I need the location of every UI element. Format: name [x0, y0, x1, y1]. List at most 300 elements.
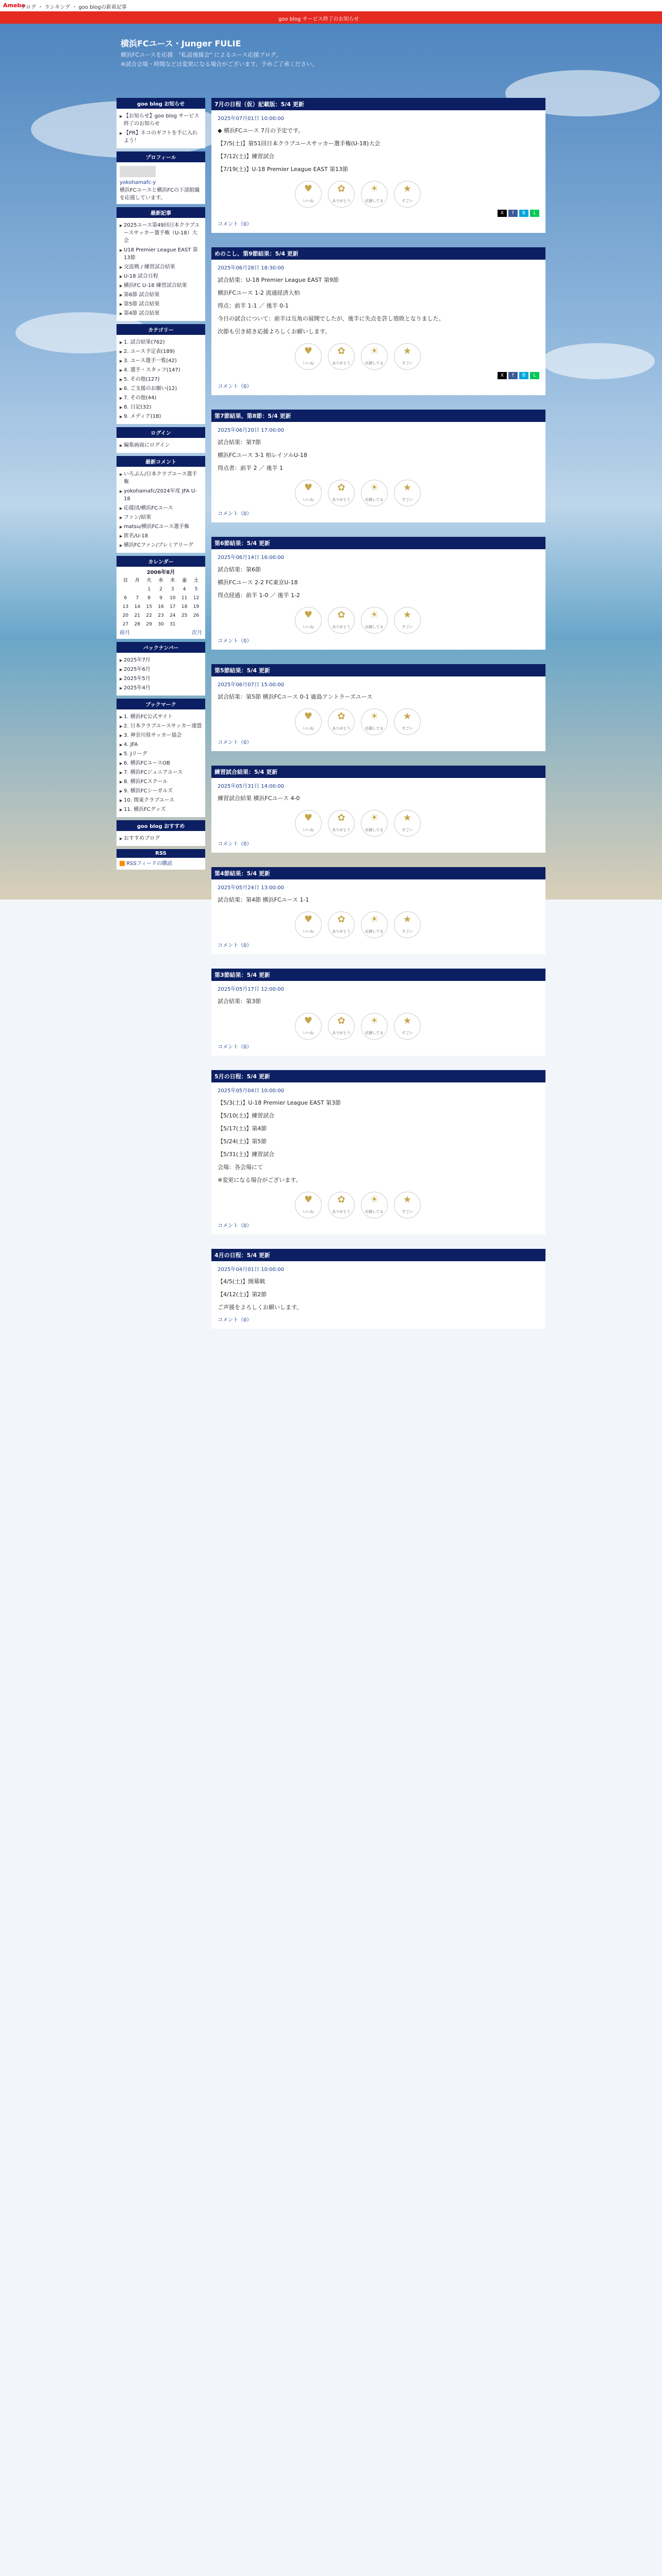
star-icon: ★	[403, 812, 412, 823]
reaction-cheer-button[interactable]	[361, 1013, 388, 1040]
reaction-great-button[interactable]	[394, 1013, 421, 1040]
cheer-icon: ☀	[370, 346, 379, 357]
entry-paragraph: ※変更になる場合がございます。	[218, 1177, 302, 1183]
bookmark-item[interactable]: ▶ 1. 横浜FC公式サイト	[120, 713, 202, 721]
reaction-great-button[interactable]	[394, 343, 421, 370]
calendar-day: 11	[181, 596, 188, 601]
entry	[211, 766, 545, 853]
entry	[211, 410, 545, 522]
reaction-thanks-button[interactable]	[328, 1013, 355, 1040]
thanks-icon: ✿	[337, 346, 345, 357]
share-line-button[interactable]: L	[530, 210, 539, 217]
reaction-label: すごい	[402, 929, 413, 934]
entry-paragraph: 【7/5(土)】第51回日本クラブユースサッカー選手権(U-18)大会	[218, 140, 380, 147]
backnumber-box	[117, 642, 205, 696]
entry-paragraph: 試合結果：第7節	[218, 439, 261, 446]
calendar-day: 28	[134, 622, 140, 627]
bookmark-item[interactable]: ▶ 11. 横浜FCグッズ	[120, 806, 202, 814]
ameba-logo[interactable]: Ameba	[3, 2, 25, 9]
calendar-day	[178, 620, 190, 629]
comment-box	[117, 456, 205, 553]
entry-paragraph: 練習試合結果 横浜FCユース 4-0	[218, 795, 300, 802]
cheer-icon: ☀	[370, 609, 379, 620]
reaction-like-button[interactable]	[295, 343, 322, 370]
category-head: カテゴリー	[117, 324, 205, 335]
star-icon: ★	[403, 1015, 412, 1026]
reaction-cheer-button[interactable]	[361, 1192, 388, 1218]
goo-recommend-item[interactable]: ▶ おすすめブログ	[120, 835, 202, 842]
entry-paragraph: 横浜FCユース 1-2 流通経済大柏	[218, 290, 300, 296]
entry	[211, 969, 545, 1056]
cloud	[541, 343, 655, 379]
heart-icon: ♥	[304, 914, 313, 925]
entry-date: 2025年06月14日 16:00:00	[218, 555, 284, 561]
recent-box	[117, 207, 205, 321]
calendar-day: 9	[159, 596, 162, 601]
reaction-label: いいね	[303, 498, 314, 502]
profile-box	[117, 151, 205, 204]
reaction-thanks-button[interactable]	[328, 607, 355, 634]
reaction-great-button[interactable]	[394, 911, 421, 938]
notice-bar[interactable]	[0, 11, 662, 24]
thanks-icon: ✿	[337, 1015, 345, 1026]
thanks-icon: ✿	[337, 711, 345, 722]
entry-paragraph: 【5/17(土)】第4節	[218, 1125, 267, 1132]
comment-link[interactable]: コメント（0）	[218, 1317, 252, 1323]
calendar-day: 20	[122, 613, 129, 618]
calendar-day: 21	[134, 613, 140, 618]
site-title[interactable]: 横浜FCユース・Junger FULIE	[121, 39, 241, 48]
cheer-icon: ☀	[370, 812, 379, 823]
category-box	[117, 324, 205, 424]
reaction-thanks-button[interactable]	[328, 810, 355, 837]
heart-icon: ♥	[304, 609, 313, 620]
entry-paragraph: 【4/5(土)】開幕戦	[218, 1278, 266, 1285]
comment-link[interactable]: コメント（0）	[218, 384, 252, 389]
reaction-like-button[interactable]	[295, 708, 322, 735]
calendar-day: 7	[136, 596, 139, 601]
goo-notice-item[interactable]: ▶ 【PR】ネコのギフトを手に入れよう！	[120, 129, 202, 145]
reaction-bar	[295, 810, 539, 837]
entry-title[interactable]: 第5節結果：5/4 更新	[211, 664, 545, 676]
entry-title[interactable]: 第7節結果、第8節：5/4 更新	[211, 410, 545, 422]
comment-item[interactable]: ▶ 応援団/横浜FCユース	[120, 504, 202, 512]
top-links[interactable]: ブログ ・ ランキング ・ goo blogの新着記事	[21, 5, 127, 10]
reaction-thanks-button[interactable]	[328, 480, 355, 506]
reaction-label: すごい	[402, 625, 413, 629]
category-item[interactable]: ▶ 8. 日記(32)	[120, 403, 202, 411]
recent-item[interactable]: ▶ 第6節 試合結果	[120, 291, 202, 299]
reaction-label: ありがとう	[332, 1031, 351, 1035]
entry-paragraph: 会場：各会場にて	[218, 1164, 263, 1171]
calendar-day: 16	[158, 604, 164, 609]
entry-paragraph: 【5/3(土)】U-18 Premier League EAST 第3節	[218, 1099, 341, 1106]
bookmark-item[interactable]: ▶ 9. 横浜FCシーガルズ	[120, 787, 202, 795]
comment-item[interactable]: ▶ いろぶん/日本クラブユース選手権	[120, 470, 202, 486]
backnumber-item[interactable]: ▶ 2025年4月	[120, 684, 202, 692]
share-hatena-button[interactable]: B	[519, 372, 528, 379]
comment-item[interactable]: ▶ yokohamafc/2024年度 JFA U-18	[120, 487, 202, 503]
backnumber-item[interactable]: ▶ 2025年7月	[120, 656, 202, 664]
reaction-label: いいね	[303, 828, 314, 832]
star-icon: ★	[403, 711, 412, 722]
reaction-bar	[295, 1013, 539, 1040]
reaction-great-button[interactable]	[394, 607, 421, 634]
entry-paragraph: 得点経過：前半 1-0 ／ 後半 1-2	[218, 592, 300, 599]
reaction-cheer-button[interactable]	[361, 911, 388, 938]
calendar-day: 14	[134, 604, 140, 609]
site-description-line: ※試合会場・時間などは変更になる場合がございます。予めご了承ください。	[121, 61, 318, 67]
calendar-day: 26	[193, 613, 200, 618]
profile-text: 横浜FCユースと横浜FCの下部組織を応援しています。	[120, 188, 200, 201]
calendar-day: 3	[171, 587, 174, 592]
calendar-day: 15	[146, 604, 152, 609]
entry-date: 2025年05月17日 12:00:00	[218, 987, 284, 992]
share-x-button[interactable]: X	[498, 210, 507, 217]
cheer-icon: ☀	[370, 711, 379, 722]
bookmark-item[interactable]: ▶ 4. JFA	[120, 741, 202, 749]
bookmark-box	[117, 699, 205, 817]
comment-link[interactable]: コメント（0）	[218, 841, 252, 847]
calendar-day	[131, 585, 143, 594]
heart-icon: ♥	[304, 183, 313, 194]
backnumber-item[interactable]: ▶ 2025年6月	[120, 666, 202, 673]
reaction-great-button[interactable]	[394, 708, 421, 735]
comment-item[interactable]: ▶ 匿名/U-18	[120, 532, 202, 540]
entry-title[interactable]: 7月の日程（仮）記載版：5/4 更新	[211, 98, 545, 110]
cheer-icon: ☀	[370, 183, 379, 194]
main-content	[211, 98, 545, 1343]
entry-title[interactable]: 第6節結果：5/4 更新	[211, 537, 545, 549]
bookmark-item[interactable]: ▶ 2. 日本クラブユースサッカー連盟	[120, 722, 202, 730]
login-head: ログイン	[117, 427, 205, 438]
thanks-icon: ✿	[337, 914, 345, 925]
reaction-like-button[interactable]	[295, 480, 322, 506]
comment-link[interactable]: コメント（0）	[218, 511, 252, 517]
share-facebook-button[interactable]: f	[508, 210, 518, 217]
reaction-great-button[interactable]	[394, 181, 421, 208]
reaction-label: いいね	[303, 625, 314, 629]
calendar-day: 29	[146, 622, 152, 627]
calendar-weekday: 火	[146, 578, 152, 583]
entry	[211, 247, 545, 395]
star-icon: ★	[403, 482, 412, 493]
calendar-prev-link[interactable]: 前月	[120, 630, 130, 636]
reaction-thanks-button[interactable]	[328, 911, 355, 938]
login-box	[117, 427, 205, 453]
entry-paragraph: 【5/24(土)】第5節	[218, 1138, 267, 1145]
calendar-day: 24	[170, 613, 176, 618]
heart-icon: ♥	[304, 812, 313, 823]
reaction-bar	[295, 181, 539, 208]
bookmark-item[interactable]: ▶ 8. 横浜FCスクール	[120, 778, 202, 786]
star-icon: ★	[403, 346, 412, 357]
calendar-day: 23	[158, 613, 164, 618]
reaction-label: 応援してる	[365, 199, 384, 203]
entry-paragraph: 得点：前半 1-1 ／ 後半 0-1	[218, 302, 289, 309]
goo-recommend-head: goo blog おすすめ	[117, 820, 205, 831]
calendar-day: 25	[181, 613, 188, 618]
reaction-cheer-button[interactable]	[361, 708, 388, 735]
comment-link[interactable]: コメント（0）	[218, 1044, 252, 1050]
calendar-weekday: 月	[135, 578, 140, 583]
reaction-bar	[295, 607, 539, 634]
reaction-cheer-button[interactable]	[361, 343, 388, 370]
category-item[interactable]: ▶ 2. ユース予定表(189)	[120, 348, 202, 355]
calendar-next-link[interactable]: 次月	[192, 630, 202, 636]
entry-paragraph: 【7/19(土)】U-18 Premier League EAST 第13節	[218, 166, 349, 173]
reaction-label: ありがとう	[332, 1210, 351, 1214]
recent-head: 最新記事	[117, 207, 205, 218]
reaction-thanks-button[interactable]	[328, 181, 355, 208]
category-item[interactable]: ▶ 1. 試合結果(762)	[120, 338, 202, 346]
entry-date: 2025年06月28日 18:30:00	[218, 265, 284, 271]
entry	[211, 867, 545, 954]
recent-item[interactable]: ▶ 横浜FC U-18 練習試合結果	[120, 282, 202, 290]
reaction-label: すごい	[402, 828, 413, 832]
reaction-label: 応援してる	[365, 625, 384, 629]
comment-link[interactable]: コメント（0）	[218, 943, 252, 948]
calendar-day: 8	[147, 596, 151, 601]
calendar-day: 18	[181, 604, 188, 609]
reaction-label: いいね	[303, 361, 314, 365]
goo-recommend-box	[117, 820, 205, 846]
share-bar	[218, 372, 539, 379]
calendar-day: 4	[183, 587, 186, 592]
bookmark-item[interactable]: ▶ 7. 横浜FCジュニアユース	[120, 769, 202, 776]
rss-link[interactable]: RSSフィードの購読	[126, 861, 173, 867]
calendar-weekday: 水	[158, 578, 163, 583]
reaction-label: いいね	[303, 726, 314, 731]
comment-item[interactable]: ▶ 横浜FCファン/プレミアリーグ	[120, 541, 202, 549]
profile-head: プロフィール	[117, 151, 205, 162]
site-description-line: 横浜FCユースを応援 "私設後援会" によるユース応援ブログ。	[121, 52, 282, 58]
bookmark-item[interactable]: ▶ 10. 関東クラブユース	[120, 796, 202, 804]
entry-date: 2025年04月01日 10:00:00	[218, 1267, 284, 1273]
category-item[interactable]: ▶ 9. メディア(18)	[120, 413, 202, 420]
entry-paragraph: 【5/31(土)】練習試合	[218, 1151, 275, 1158]
entry	[211, 1070, 545, 1234]
entry-title[interactable]: 練習試合結果：5/4 更新	[211, 766, 545, 778]
calendar-day: 31	[170, 622, 176, 627]
reaction-thanks-button[interactable]	[328, 708, 355, 735]
recent-item[interactable]: ▶ 2025ユース第49回日本クラブユースサッカー選手権（U-18）大会	[120, 222, 202, 245]
goo-notice-box	[117, 98, 205, 148]
entry-paragraph: 試合結果：第5節 横浜FCユース 0-1 鹿島アントラーズユース	[218, 693, 373, 700]
reaction-label: ありがとう	[332, 726, 351, 731]
star-icon: ★	[403, 609, 412, 620]
goo-notice-item[interactable]: ▶ 【お知らせ】goo blog サービス終了のお知らせ	[120, 112, 202, 128]
reaction-great-button[interactable]	[394, 1192, 421, 1218]
star-icon: ★	[403, 914, 412, 925]
reaction-label: 応援してる	[365, 498, 384, 502]
thanks-icon: ✿	[337, 482, 345, 493]
recent-item[interactable]: ▶ U18 Premier League EAST 第13節	[120, 246, 202, 262]
reaction-label: すごい	[402, 361, 413, 365]
share-line-button[interactable]: L	[530, 372, 539, 379]
entry	[211, 664, 545, 751]
entry-date: 2025年05月24日 13:00:00	[218, 885, 284, 891]
entry	[211, 1249, 545, 1329]
backnumber-head: バックナンバー	[117, 642, 205, 653]
reaction-bar	[295, 1192, 539, 1218]
reaction-cheer-button[interactable]	[361, 810, 388, 837]
reaction-like-button[interactable]	[295, 607, 322, 634]
recent-item[interactable]: ▶ U-18 試合日程	[120, 273, 202, 280]
reaction-label: 応援してる	[365, 361, 384, 365]
calendar-box	[117, 556, 205, 639]
entry-paragraph: 【5/10(土)】練習試合	[218, 1112, 275, 1119]
reaction-label: ありがとう	[332, 199, 351, 203]
calendar-day: 5	[194, 587, 198, 592]
calendar-weekday: 土	[194, 578, 199, 583]
calendar-weekday: 木	[170, 578, 175, 583]
calendar-day	[190, 620, 202, 629]
entry-paragraph: 試合結果：U-18 Premier League EAST 第9節	[218, 277, 339, 283]
category-item[interactable]: ▶ 4. 選手・スタッフ(147)	[120, 366, 202, 374]
reaction-label: ありがとう	[332, 361, 351, 365]
star-icon: ★	[403, 1194, 412, 1205]
entry-paragraph: 横浜FCユース 2-2 FC東京U-18	[218, 579, 298, 586]
thanks-icon: ✿	[337, 183, 345, 194]
heart-icon: ♥	[304, 1194, 313, 1205]
reaction-like-button[interactable]	[295, 810, 322, 837]
bookmark-item[interactable]: ▶ 3. 神奈川県サッカー協会	[120, 732, 202, 739]
comment-link[interactable]: コメント（0）	[218, 1223, 252, 1229]
calendar-day: 12	[193, 596, 200, 601]
category-item[interactable]: ▶ 6. ご支援のお願い(12)	[120, 385, 202, 393]
rss-box	[117, 849, 205, 870]
calendar-day: 2	[159, 587, 162, 592]
reaction-thanks-button[interactable]	[328, 343, 355, 370]
reaction-cheer-button[interactable]	[361, 181, 388, 208]
share-facebook-button[interactable]: f	[508, 372, 518, 379]
site-header	[117, 31, 544, 77]
entry-paragraph: 試合結果：第6節	[218, 566, 261, 573]
entry-date: 2025年07月01日 10:00:00	[218, 116, 284, 122]
calendar-day: 6	[124, 596, 127, 601]
star-icon: ★	[403, 183, 412, 194]
reaction-great-button[interactable]	[394, 480, 421, 506]
reaction-label: すごい	[402, 726, 413, 731]
cheer-icon: ☀	[370, 1015, 379, 1026]
entry	[211, 537, 545, 650]
reaction-label: いいね	[303, 199, 314, 203]
rss-icon[interactable]	[120, 861, 125, 866]
entry-title[interactable]: 5月の日程：5/4 更新	[211, 1070, 545, 1082]
entry-paragraph: 【7/12(土)】練習試合	[218, 153, 275, 160]
category-item[interactable]: ▶ 5. その他(127)	[120, 376, 202, 383]
share-bar	[218, 210, 539, 217]
heart-icon: ♥	[304, 482, 313, 493]
entry-paragraph: 横浜FCユース 3-1 柏レイソルU-18	[218, 452, 307, 459]
calendar-weekday: 日	[123, 578, 128, 583]
thanks-icon: ✿	[337, 1194, 345, 1205]
backnumber-item[interactable]: ▶ 2025年5月	[120, 675, 202, 683]
reaction-label: 応援してる	[365, 1031, 384, 1035]
recent-item[interactable]: ▶ 交流戦 / 練習試合結果	[120, 263, 202, 271]
reaction-label: ありがとう	[332, 498, 351, 502]
bookmark-item[interactable]: ▶ 5. Jリーグ	[120, 750, 202, 758]
calendar-day: 22	[146, 613, 152, 618]
calendar-day	[120, 585, 131, 594]
recent-item[interactable]: ▶ 第4節 試合結果	[120, 310, 202, 317]
reaction-label: ありがとう	[332, 929, 351, 934]
cheer-icon: ☀	[370, 914, 379, 925]
profile-name[interactable]: yokohamafc-y	[120, 180, 156, 185]
comment-link[interactable]: コメント（0）	[218, 222, 252, 227]
recent-item[interactable]: ▶ 第5節 試合結果	[120, 300, 202, 308]
reaction-great-button[interactable]	[394, 810, 421, 837]
entry-date: 2025年05月31日 14:00:00	[218, 784, 284, 789]
notice-text[interactable]: goo blog サービス終了のお知らせ	[278, 16, 359, 22]
goo-notice-head: goo blog お知らせ	[117, 98, 205, 109]
bookmark-item[interactable]: ▶ 6. 横浜FCユースOB	[120, 759, 202, 767]
entry-paragraph: ◆ 横浜FCユース 7月の予定です。	[218, 127, 304, 134]
sidebar	[117, 98, 205, 873]
entry-paragraph: 次節も引き続き応援よろしくお願いします。	[218, 328, 331, 335]
calendar-head: カレンダー	[117, 556, 205, 567]
reaction-label: いいね	[303, 929, 314, 934]
calendar-day: 13	[122, 604, 129, 609]
reaction-thanks-button[interactable]	[328, 1192, 355, 1218]
entry-title[interactable]: 4月の日程：5/4 更新	[211, 1249, 545, 1261]
login-link[interactable]: ▶ 編集画面にログイン	[120, 442, 202, 449]
rss-head: RSS	[117, 849, 205, 858]
entry-title[interactable]: 第3節結果：5/4 更新	[211, 969, 545, 981]
calendar-weekday: 金	[182, 578, 187, 583]
comment-item[interactable]: ▶ matsu/横浜FCユース選手権	[120, 523, 202, 531]
calendar-table	[120, 577, 202, 629]
cheer-icon: ☀	[370, 1194, 379, 1205]
entry-title[interactable]: めのこし、第9節結果：5/4 更新	[211, 247, 545, 260]
reaction-cheer-button[interactable]	[361, 607, 388, 634]
reaction-label: いいね	[303, 1210, 314, 1214]
comment-link[interactable]: コメント（0）	[218, 638, 252, 644]
entry-paragraph: 今日の試合について：前半は互角の展開でしたが、後半に失点を許し惜敗となりました。	[218, 315, 444, 322]
reaction-label: すごい	[402, 1210, 413, 1214]
reaction-like-button[interactable]	[295, 1013, 322, 1040]
comment-item[interactable]: ▶ ファン/結果	[120, 514, 202, 521]
category-item[interactable]: ▶ 7. その他(44)	[120, 394, 202, 402]
reaction-label: 応援してる	[365, 929, 384, 934]
entry-date: 2025年06月07日 15:00:00	[218, 682, 284, 688]
reaction-label: 応援してる	[365, 1210, 384, 1214]
reaction-like-button[interactable]	[295, 181, 322, 208]
reaction-cheer-button[interactable]	[361, 480, 388, 506]
top-bar	[0, 0, 662, 12]
entry	[211, 98, 545, 233]
reaction-like-button[interactable]	[295, 1192, 322, 1218]
category-item[interactable]: ▶ 3. ユース選手一覧(42)	[120, 357, 202, 365]
thanks-icon: ✿	[337, 609, 345, 620]
calendar-day: 1	[147, 587, 151, 592]
entry-date: 2025年06月20日 17:00:00	[218, 428, 284, 433]
bookmark-head: ブックマーク	[117, 699, 205, 709]
comment-link[interactable]: コメント（0）	[218, 740, 252, 745]
share-x-button[interactable]: X	[498, 372, 507, 379]
calendar-month: 2006年8月	[146, 570, 175, 575]
heart-icon: ♥	[304, 346, 313, 357]
share-hatena-button[interactable]: B	[519, 210, 528, 217]
calendar-day: 27	[122, 622, 129, 627]
reaction-label: すごい	[402, 498, 413, 502]
reaction-like-button[interactable]	[295, 911, 322, 938]
reaction-bar	[295, 911, 539, 938]
reaction-label: ありがとう	[332, 625, 351, 629]
entry-title[interactable]: 第4節結果：5/4 更新	[211, 867, 545, 879]
calendar-day: 19	[193, 604, 200, 609]
